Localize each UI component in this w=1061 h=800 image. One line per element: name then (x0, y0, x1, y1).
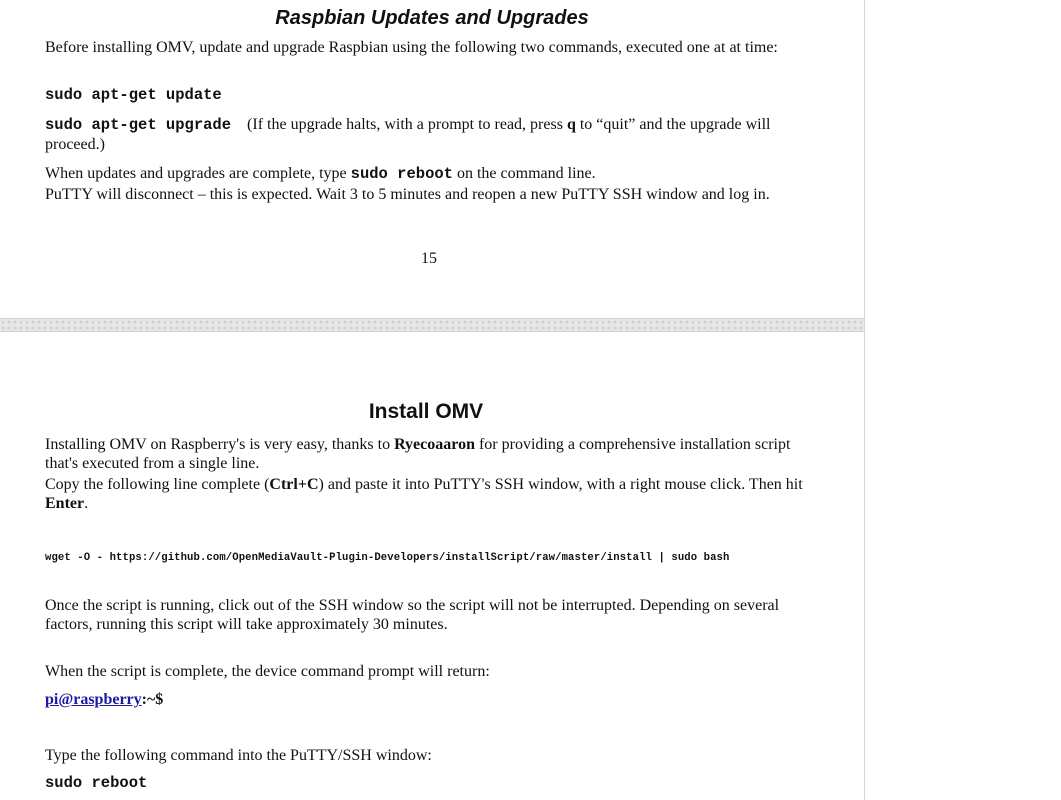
prompt-link[interactable]: pi@raspberry (45, 691, 142, 708)
type-command-paragraph: Type the following command into the PuTTY/SSH window: (45, 747, 432, 764)
copy-text-mid: ) and paste it into PuTTY's SSH window, with a right mouse click. Then hit (318, 476, 803, 493)
prompt-suffix: :~$ (141, 691, 164, 708)
upgrade-note-post: to “quit” and the upgrade will proceed.) (45, 116, 771, 153)
reboot-text-post: on the command line. (452, 165, 596, 182)
page-number: 15 (421, 250, 437, 267)
copy-text-end: . (84, 495, 89, 512)
viewer-side-panel (864, 0, 1061, 800)
document-page-16 (0, 332, 864, 800)
upgrade-command: sudo apt-get upgrade (45, 116, 232, 134)
reboot-paragraph (45, 164, 810, 184)
command-prompt-line (45, 690, 810, 709)
copy-instructions-paragraph (45, 475, 815, 513)
putty-disconnect-note: PuTTY will disconnect – this is expected. Wait 3 to 5 minutes and reopen a new PuTTY SSH window and log in. (45, 186, 770, 203)
script-complete-paragraph: When the script is complete, the device command prompt will return: (45, 663, 490, 680)
copy-text-pre: Copy the following line complete ( (45, 476, 270, 493)
section-heading-updates: Raspbian Updates and Upgrades (275, 7, 589, 29)
update-command: sudo apt-get update (45, 86, 222, 104)
install-intro-pre: Installing OMV on Raspberry's is very easy, thanks to (45, 436, 395, 453)
upgrade-note-pre: (If the upgrade halts, with a prompt to read, press (247, 116, 567, 133)
author-name: Ryecoaaron (394, 436, 475, 453)
install-intro-post: for providing a comprehensive installation script that's executed from a single line. (45, 436, 791, 472)
section-heading-install-omv: Install OMV (368, 400, 484, 423)
upgrade-paragraph (45, 115, 810, 154)
enter-key: Enter (45, 495, 85, 512)
document-page-15 (0, 0, 864, 318)
install-intro-paragraph (45, 435, 815, 473)
final-reboot-command: sudo reboot (45, 774, 148, 792)
reboot-text-pre: When updates and upgrades are complete, type (45, 165, 351, 182)
script-running-paragraph: Once the script is running, click out of the SSH window so the script will not be interrupted. Depending on several factors, running this script will take approximately 30 minutes. (45, 597, 780, 633)
page-separator (0, 318, 864, 332)
quit-key: q (566, 116, 576, 133)
intro-paragraph: Before installing OMV, update and upgrade Raspbian using the following two commands, executed one at at time: (45, 39, 778, 56)
reboot-command-inline: sudo reboot (350, 165, 453, 183)
copy-shortcut: Ctrl+C (269, 476, 319, 493)
install-script-command: wget -O - https://github.com/OpenMediaVault-Plugin-Developers/installScript/raw/master/install | sudo bash (45, 552, 730, 564)
